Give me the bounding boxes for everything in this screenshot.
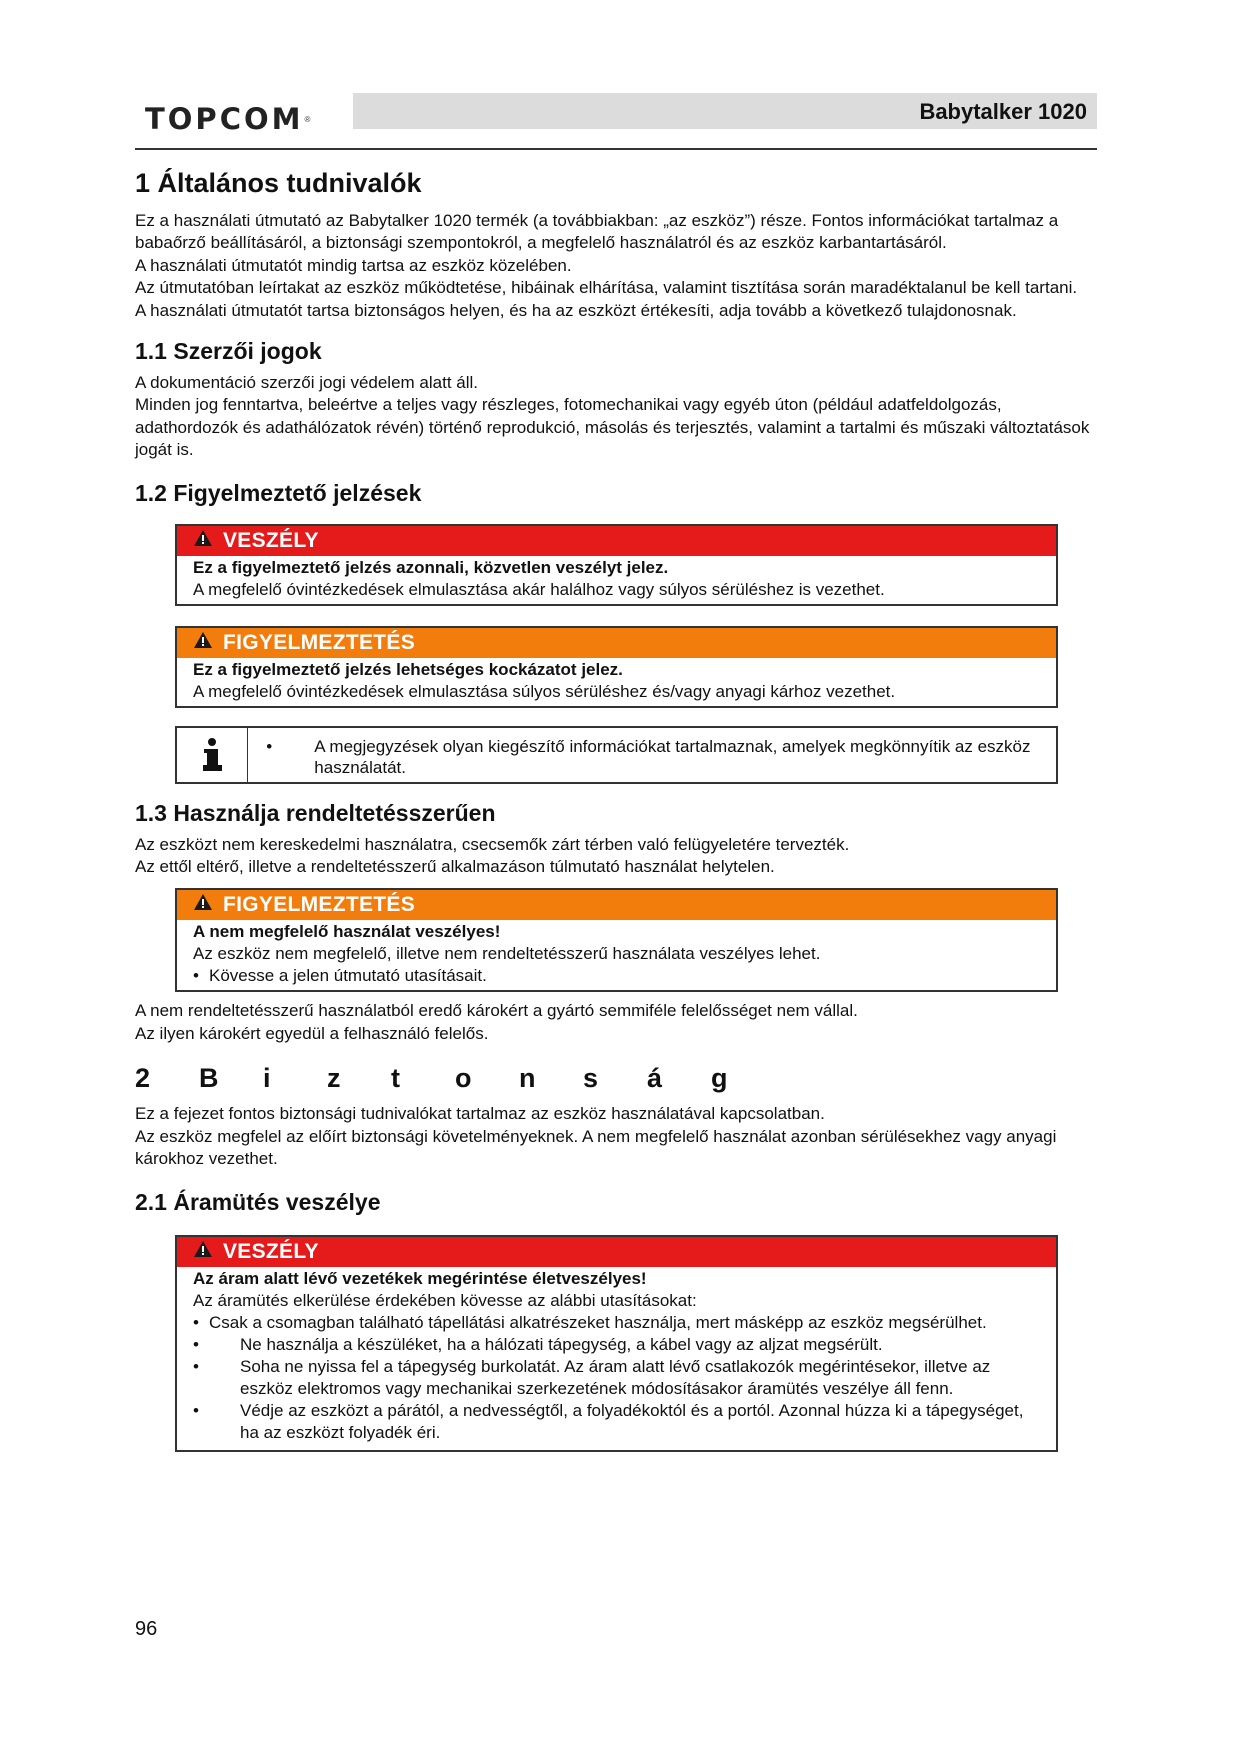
- bullet: •: [193, 1312, 199, 1332]
- list-item: [193, 1312, 1040, 1334]
- header-divider: [135, 148, 1097, 150]
- danger-label: VESZÉLY: [223, 1239, 319, 1263]
- topcom-logo: [145, 99, 310, 139]
- section-1-1-title: 1.1 Szerzői jogok: [135, 338, 322, 365]
- warning-label: FIGYELMEZTETÉS: [223, 893, 416, 917]
- section-2-title: [135, 1061, 1097, 1095]
- note-text: A megjegyzések olyan kiegészítő információkat tartalmaznak, amelyek megkönnyítik az eszköz használatát.: [314, 736, 1031, 777]
- section-1-paragraph: A használati útmutatót mindig tartsa az eszköz közelében.: [135, 255, 572, 275]
- title-char: á: [647, 1063, 663, 1094]
- bullet: •: [266, 736, 273, 756]
- warning-box-bold: Ez a figyelmeztető jelzés lehetséges kockázatot jelez.: [193, 659, 623, 679]
- title-char: i: [263, 1063, 271, 1094]
- warning-triangle-icon: [193, 893, 213, 917]
- info-icon: [177, 728, 248, 782]
- danger-box-header: [177, 1237, 1056, 1267]
- danger-box-text: A megfelelő óvintézkedések elmulasztása akár halálhoz vagy súlyos sérüléshez is vezethet.: [193, 579, 885, 599]
- danger-box-text: Az áramütés elkerülése érdekében kövesse az alábbi utasításokat:: [193, 1290, 697, 1310]
- section-1-2-title: 1.2 Figyelmeztető jelzések: [135, 479, 422, 506]
- warning-box-body: [177, 658, 1056, 706]
- section-2-paragraph: Ez a fejezet fontos biztonsági tudnivalókat tartalmaz az eszköz használatával kapcsolatban.: [135, 1104, 825, 1124]
- title-char: 2: [135, 1063, 151, 1094]
- list-item: [193, 1356, 1040, 1400]
- warning-box: [175, 626, 1058, 708]
- section-1-1-paragraph: A dokumentáció szerzői jogi védelem alatt áll.: [135, 373, 479, 393]
- section-1-paragraph: Ez a használati útmutató az Babytalker 1020 termék (a továbbiakban: „az eszköz”) része. Fontos információkat tartalmaz a babaőrző beállításáról, a biztonsági szempontokról, a megfelelő használatról és az eszköz karbantartásáról.: [135, 211, 1059, 253]
- danger-box: [175, 524, 1058, 606]
- page-header: [135, 93, 1097, 153]
- logo-text: TOPCOM: [145, 102, 304, 136]
- bullet: •: [193, 1400, 199, 1420]
- danger-box-body: [177, 556, 1056, 604]
- warning-box: [175, 888, 1058, 992]
- title-char: o: [455, 1063, 472, 1094]
- list-item-text: Csak a csomagban található tápellátási alkatrészeket használja, mert másképp az eszköz megsérülhet.: [209, 1312, 987, 1332]
- title-char: z: [327, 1063, 341, 1094]
- section-1-3-title: 1.3 Használja rendeltetésszerűen: [135, 799, 496, 826]
- bullet: •: [193, 1356, 199, 1376]
- list-item-text: Ne használja a készüléket, ha a hálózati tápegység, a kábel vagy az aljzat megsérült.: [240, 1334, 883, 1354]
- warning-triangle-icon: [193, 1240, 213, 1264]
- danger-box-body: [177, 1267, 1056, 1450]
- section-1-paragraph: A használati útmutatót tartsa biztonságos helyen, és ha az eszközt értékesíti, adja tovább a következő tulajdonosnak.: [135, 300, 1017, 320]
- section-1-3-after: A nem rendeltetésszerű használatból eredő károkért a gyártó semmiféle felelősséget nem vállal.: [135, 1001, 858, 1021]
- note-box: [175, 726, 1058, 784]
- list-item: [193, 1334, 1040, 1356]
- title-char: B: [199, 1063, 219, 1094]
- bullet: •: [193, 966, 199, 986]
- title-char: g: [711, 1063, 728, 1094]
- page-number: 96: [135, 1618, 158, 1640]
- title-char: s: [583, 1063, 599, 1094]
- section-2-paragraph: Az eszköz megfelel az előírt biztonsági követelményeknek. A nem megfelelő használat azonban sérülésekhez vagy anyagi károkhoz vezethet.: [135, 1126, 1057, 1169]
- title-char: t: [391, 1063, 400, 1094]
- list-item-text: Védje az eszközt a párától, a nedvességtől, a folyadékoktól és a portól. Azonnal húzza ki a tápegységet, ha az eszközt folyadék éri.: [240, 1400, 1024, 1442]
- warning-triangle-icon: [193, 529, 213, 553]
- section-1-3-paragraph: Az eszközt nem kereskedelmi használatra, csecsemők zárt térben való felügyeletére tervezték.: [135, 834, 850, 854]
- section-1-paragraph: Az útmutatóban leírtakat az eszköz működtetése, hibáinak elhárítása, valamint tisztítása során maradéktalanul be kell tartani.: [135, 278, 1078, 298]
- warning-box-text: A megfelelő óvintézkedések elmulasztása súlyos sérüléshez és/vagy anyagi kárhoz vezethet.: [193, 681, 896, 701]
- bullet: •: [193, 1334, 199, 1354]
- section-1-3-after: Az ilyen károkért egyedül a felhasználó felelős.: [135, 1023, 489, 1043]
- page-content: [135, 166, 1097, 1452]
- warning-box-header: [177, 628, 1056, 658]
- warning-triangle-icon: [193, 631, 213, 655]
- danger-box: [175, 1235, 1058, 1452]
- section-1-title: 1 Általános tudnivalók: [135, 168, 422, 198]
- danger-box-bold: Ez a figyelmeztető jelzés azonnali, közvetlen veszélyt jelez.: [193, 557, 669, 577]
- section-1-3-paragraph: Az ettől eltérő, illetve a rendeltetésszerű alkalmazáson túlmutató használat helytelen.: [135, 857, 775, 877]
- logo-registered-mark: ®: [304, 114, 311, 124]
- warning-label: FIGYELMEZTETÉS: [223, 630, 416, 654]
- danger-box-bold: Az áram alatt lévő vezetékek megérintése életveszélyes!: [193, 1268, 647, 1288]
- danger-box-header: [177, 526, 1056, 556]
- list-item: [193, 1400, 1040, 1444]
- list-item-text: Kövesse a jelen útmutató utasításait.: [209, 966, 487, 986]
- list-item: [193, 965, 1040, 987]
- warning-box-bold: A nem megfelelő használat veszélyes!: [193, 922, 501, 942]
- model-title: Babytalker 1020: [353, 93, 1097, 129]
- danger-label: VESZÉLY: [223, 528, 319, 552]
- note-content: [248, 728, 1056, 782]
- title-char: n: [519, 1063, 536, 1094]
- warning-box-body: [177, 920, 1056, 990]
- list-item-text: Soha ne nyissa fel a tápegység burkolatát. Az áram alatt lévő csatlakozók megérintésekor, illetve az eszköz elektromos vagy mechanikai szerkezetének módosításakor áramütés veszélye áll fenn.: [240, 1356, 991, 1398]
- section-2-1-title: 2.1 Áramütés veszélye: [135, 1188, 381, 1215]
- section-1-1-paragraph: Minden jog fenntartva, beleértve a teljes vagy részleges, fotomechanikai vagy egyéb úton (például adatfeldolgozás, adathordozók és adathálózatok révén) történő reprodukció, másolás és terjesztés, valamint a tartalmi és műszaki változtatások jogát is.: [135, 395, 1090, 460]
- warning-box-text: Az eszköz nem megfelelő, illetve nem rendeltetésszerű használata veszélyes lehet.: [193, 944, 821, 964]
- warning-box-header: [177, 890, 1056, 920]
